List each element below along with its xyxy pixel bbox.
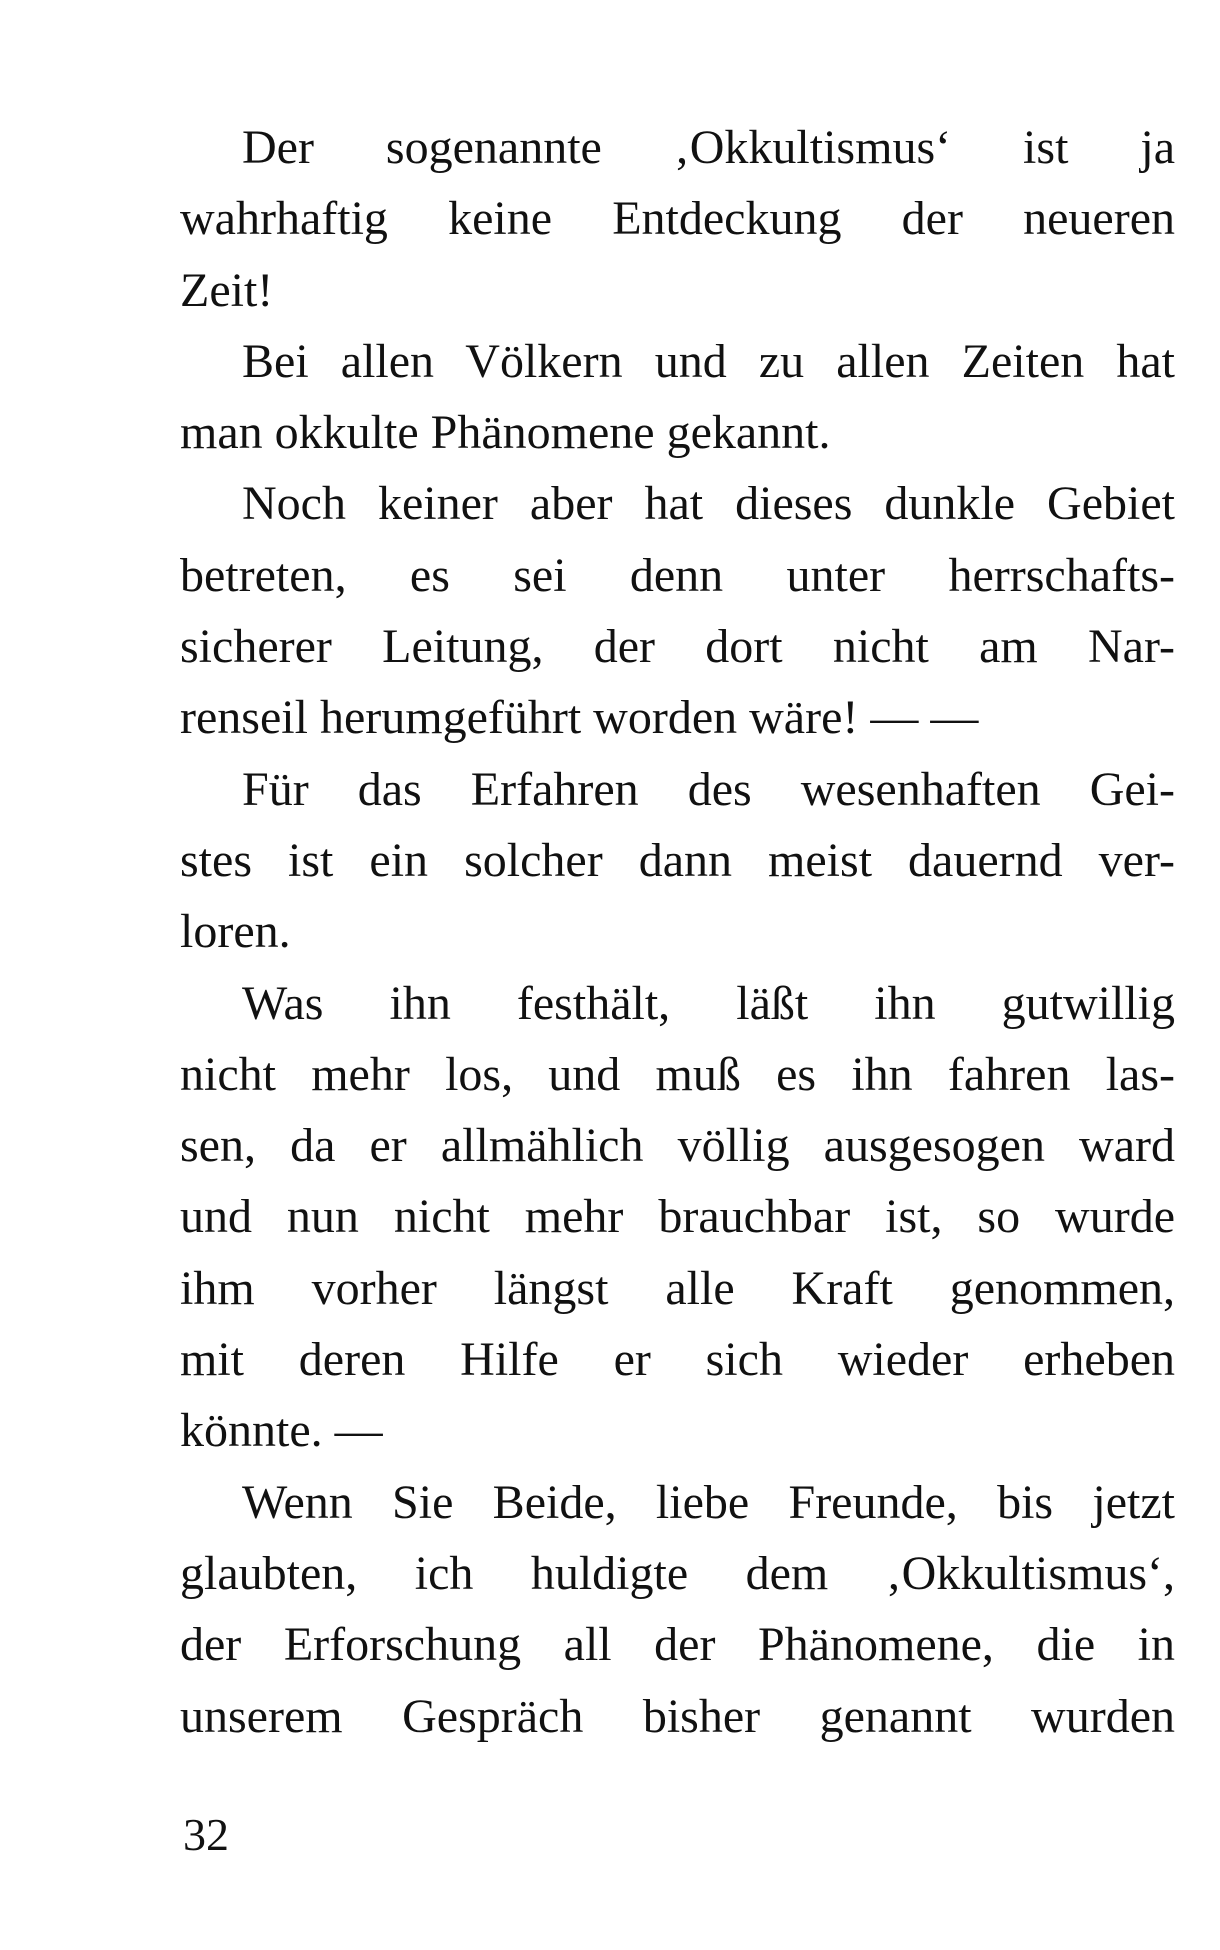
text-line: Bei allen Völkern und zu allen Zeiten hat <box>242 334 1175 388</box>
text-line: und nun nicht mehr brauchbar ist, so wurde <box>180 1190 1175 1244</box>
text-line: betreten, es sei denn unter herrschafts- <box>180 548 1175 602</box>
text-line: Noch keiner aber hat dieses dunkle Gebiet <box>242 477 1175 531</box>
text-line: loren. <box>180 905 291 959</box>
text-line: Wenn Sie Beide, liebe Freunde, bis jetzt <box>242 1475 1175 1529</box>
text-line: Zeit! <box>180 263 274 317</box>
body-text <box>180 112 1175 1752</box>
text-line: Der sogenannte ‚Okkultismus‘ ist ja <box>242 121 1175 174</box>
text-line: unserem Gespräch bisher genannt wurden <box>180 1689 1175 1743</box>
text-line: könnte. — <box>180 1404 383 1458</box>
text-line: glaubten, ich huldigte dem ‚Okkultismus‘, <box>180 1546 1175 1600</box>
text-line: der Erforschung all der Phänomene, die in <box>180 1618 1175 1672</box>
text-line: sicherer Leitung, der dort nicht am Nar- <box>180 620 1175 674</box>
text-line: stes ist ein solcher dann meist dauernd ver- <box>180 833 1175 887</box>
page-number: 32 <box>183 1809 229 1860</box>
text-line: Was ihn festhält, läßt ihn gutwillig <box>242 976 1175 1030</box>
text-line: Für das Erfahren des wesenhaften Gei- <box>242 762 1175 816</box>
text-line: ihm vorher längst alle Kraft genommen, <box>180 1261 1175 1315</box>
text-line: sen, da er allmählich völlig ausgesogen ward <box>180 1119 1175 1173</box>
text-line: mit deren Hilfe er sich wieder erheben <box>180 1333 1175 1387</box>
text-line: wahrhaftig keine Entdeckung der neueren <box>180 192 1175 246</box>
text-line: renseil herumgeführt worden wäre! — — <box>180 691 979 745</box>
text-line: man okkulte Phänomene gekannt. <box>180 406 831 460</box>
text-line: nicht mehr los, und muß es ihn fahren las- <box>180 1047 1175 1101</box>
